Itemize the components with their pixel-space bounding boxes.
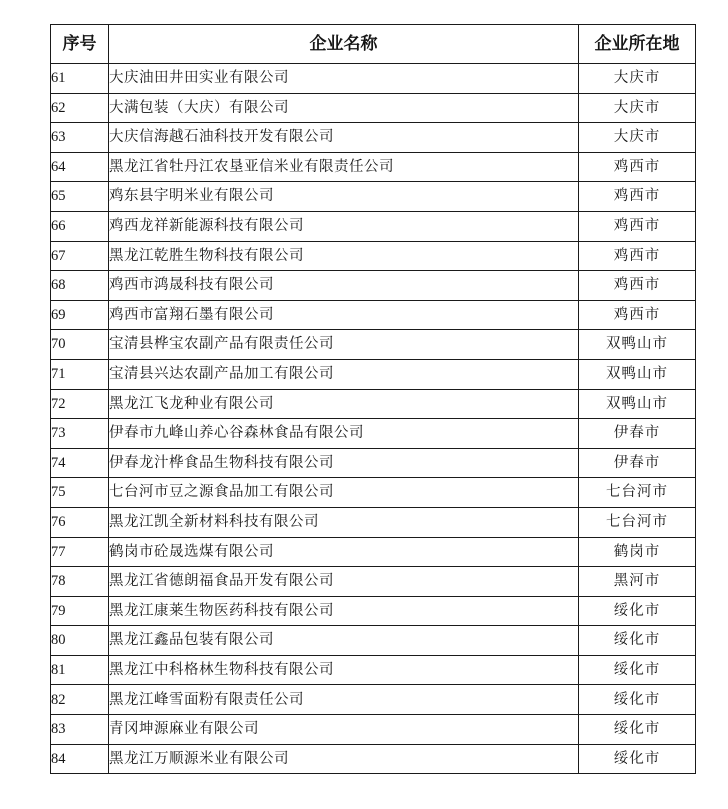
- serial-number-cell: 83: [51, 715, 109, 745]
- company-location-cell: 绥化市: [579, 596, 696, 626]
- table-row: [51, 64, 696, 94]
- company-location-cell: 绥化市: [579, 655, 696, 685]
- company-name-cell: 黑龙江飞龙种业有限公司: [109, 389, 579, 419]
- table-row: [51, 596, 696, 626]
- table-row: [51, 567, 696, 597]
- company-name-cell: 黑龙江省德朗福食品开发有限公司: [109, 567, 579, 597]
- company-location-cell: 黑河市: [579, 567, 696, 597]
- company-location-cell: 七台河市: [579, 478, 696, 508]
- table-row: [51, 448, 696, 478]
- table-row: [51, 655, 696, 685]
- company-table: [50, 24, 696, 774]
- serial-number-cell: 84: [51, 744, 109, 774]
- company-name-cell: 黑龙江凯全新材料科技有限公司: [109, 507, 579, 537]
- table-row: [51, 241, 696, 271]
- company-name-cell: 鸡东县宇明米业有限公司: [109, 182, 579, 212]
- company-location-cell: 大庆市: [579, 64, 696, 94]
- header-company-location: 企业所在地: [579, 25, 696, 64]
- company-name-cell: 黑龙江中科格林生物科技有限公司: [109, 655, 579, 685]
- company-location-cell: 鸡西市: [579, 271, 696, 301]
- company-name-cell: 大满包装（大庆）有限公司: [109, 93, 579, 123]
- serial-number-cell: 82: [51, 685, 109, 715]
- table-row: [51, 685, 696, 715]
- serial-number-cell: 73: [51, 419, 109, 449]
- header-row: [51, 25, 696, 64]
- serial-number-cell: 70: [51, 330, 109, 360]
- company-name-cell: 伊春市九峰山养心谷森林食品有限公司: [109, 419, 579, 449]
- company-location-cell: 绥化市: [579, 715, 696, 745]
- company-location-cell: 七台河市: [579, 507, 696, 537]
- table-row: [51, 271, 696, 301]
- serial-number-cell: 67: [51, 241, 109, 271]
- company-location-cell: 鸡西市: [579, 211, 696, 241]
- serial-number-cell: 78: [51, 567, 109, 597]
- table-row: [51, 123, 696, 153]
- company-location-cell: 鸡西市: [579, 152, 696, 182]
- company-location-cell: 大庆市: [579, 93, 696, 123]
- company-name-cell: 鹤岗市砼晟选煤有限公司: [109, 537, 579, 567]
- company-location-cell: 绥化市: [579, 744, 696, 774]
- company-name-cell: 鸡西市富翔石墨有限公司: [109, 300, 579, 330]
- serial-number-cell: 71: [51, 359, 109, 389]
- company-location-cell: 双鸭山市: [579, 330, 696, 360]
- company-name-cell: 黑龙江峰雪面粉有限责任公司: [109, 685, 579, 715]
- company-name-cell: 黑龙江万顺源米业有限公司: [109, 744, 579, 774]
- serial-number-cell: 75: [51, 478, 109, 508]
- serial-number-cell: 81: [51, 655, 109, 685]
- serial-number-cell: 69: [51, 300, 109, 330]
- table-row: [51, 211, 696, 241]
- company-location-cell: 鸡西市: [579, 300, 696, 330]
- serial-number-cell: 68: [51, 271, 109, 301]
- table-row: [51, 300, 696, 330]
- serial-number-cell: 79: [51, 596, 109, 626]
- table-header: [51, 25, 696, 64]
- table-row: [51, 359, 696, 389]
- company-name-cell: 鸡西龙祥新能源科技有限公司: [109, 211, 579, 241]
- table-row: [51, 537, 696, 567]
- header-serial-number: 序号: [51, 25, 109, 64]
- serial-number-cell: 80: [51, 626, 109, 656]
- company-name-cell: 伊春龙汁桦食品生物科技有限公司: [109, 448, 579, 478]
- company-location-cell: 鸡西市: [579, 241, 696, 271]
- company-location-cell: 大庆市: [579, 123, 696, 153]
- company-name-cell: 黑龙江乾胜生物科技有限公司: [109, 241, 579, 271]
- serial-number-cell: 65: [51, 182, 109, 212]
- company-name-cell: 黑龙江鑫品包装有限公司: [109, 626, 579, 656]
- serial-number-cell: 62: [51, 93, 109, 123]
- table-row: [51, 744, 696, 774]
- table-body: [51, 64, 696, 774]
- company-location-cell: 鹤岗市: [579, 537, 696, 567]
- company-location-cell: 绥化市: [579, 626, 696, 656]
- company-name-cell: 宝清县兴达农副产品加工有限公司: [109, 359, 579, 389]
- serial-number-cell: 74: [51, 448, 109, 478]
- serial-number-cell: 77: [51, 537, 109, 567]
- company-name-cell: 黑龙江康莱生物医药科技有限公司: [109, 596, 579, 626]
- serial-number-cell: 63: [51, 123, 109, 153]
- company-location-cell: 伊春市: [579, 448, 696, 478]
- table-row: [51, 152, 696, 182]
- table-row: [51, 182, 696, 212]
- company-name-cell: 大庆油田井田实业有限公司: [109, 64, 579, 94]
- company-name-cell: 七台河市豆之源食品加工有限公司: [109, 478, 579, 508]
- company-name-cell: 青冈坤源麻业有限公司: [109, 715, 579, 745]
- serial-number-cell: 72: [51, 389, 109, 419]
- serial-number-cell: 64: [51, 152, 109, 182]
- company-name-cell: 黑龙江省牡丹江农垦亚信米业有限责任公司: [109, 152, 579, 182]
- serial-number-cell: 66: [51, 211, 109, 241]
- table-row: [51, 715, 696, 745]
- company-name-cell: 宝清县桦宝农副产品有限责任公司: [109, 330, 579, 360]
- company-location-cell: 鸡西市: [579, 182, 696, 212]
- company-location-cell: 伊春市: [579, 419, 696, 449]
- table-row: [51, 389, 696, 419]
- serial-number-cell: 76: [51, 507, 109, 537]
- company-name-cell: 大庆信海越石油科技开发有限公司: [109, 123, 579, 153]
- table-row: [51, 419, 696, 449]
- company-location-cell: 双鸭山市: [579, 359, 696, 389]
- company-name-cell: 鸡西市鸿晟科技有限公司: [109, 271, 579, 301]
- company-location-cell: 绥化市: [579, 685, 696, 715]
- header-company-name: 企业名称: [109, 25, 579, 64]
- table-row: [51, 626, 696, 656]
- serial-number-cell: 61: [51, 64, 109, 94]
- company-location-cell: 双鸭山市: [579, 389, 696, 419]
- table-row: [51, 507, 696, 537]
- table-row: [51, 330, 696, 360]
- table-row: [51, 478, 696, 508]
- table-row: [51, 93, 696, 123]
